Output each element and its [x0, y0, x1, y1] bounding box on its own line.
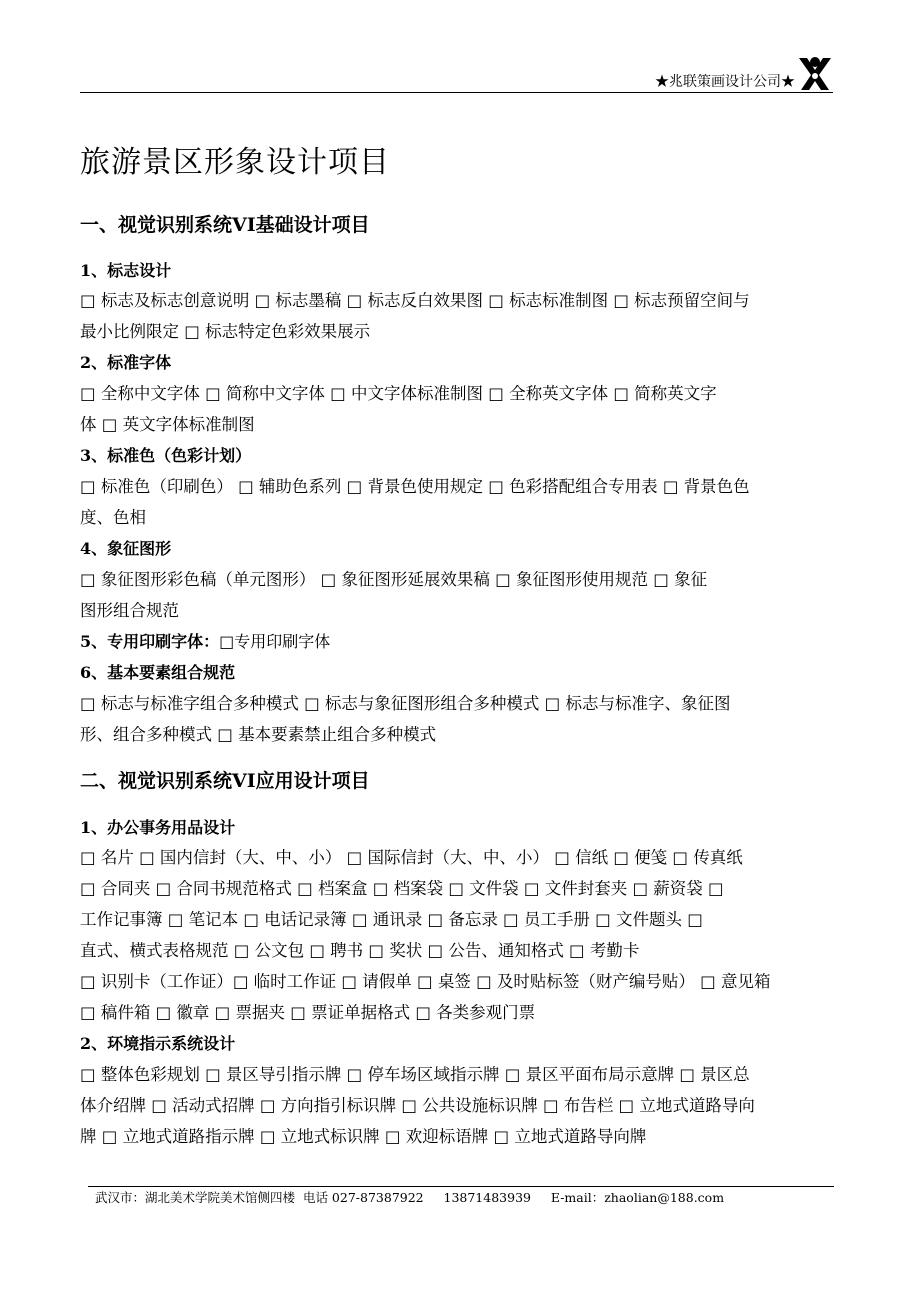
item-line: □ 稿件箱 □ 徽章 □ 票据夹 □ 票证单据格式 □ 各类参观门票	[80, 1003, 536, 1022]
item-heading-standard-color: 3、标准色（色彩计划）	[80, 446, 252, 465]
item-line: □ 标志及标志创意说明 □ 标志墨稿 □ 标志反白效果图 □ 标志标准制图 □ 标志预留空间与	[80, 291, 750, 310]
item-line: □ 名片 □ 国内信封（大、中、小） □ 国际信封（大、中、小） □ 信纸 □ 便笺 □ 传真纸	[80, 848, 743, 867]
item-inline: □专用印刷字体	[219, 632, 331, 651]
item-line: □ 象征图形彩色稿（单元图形） □ 象征图形延展效果稿 □ 象征图形使用规范 □ 象征	[80, 570, 708, 589]
item-line: 工作记事簿 □ 笔记本 □ 电话记录簿 □ 通讯录 □ 备忘录 □ 员工手册 □ 文件题头 □	[80, 910, 703, 929]
document-title: 旅游景区形象设计项目	[80, 145, 390, 180]
item-heading-office-supplies: 1、办公事务用品设计	[80, 818, 236, 837]
item-heading-symbol-graphic: 4、象征图形	[80, 539, 172, 558]
item-line: □ 标准色（印刷色） □ 辅助色系列 □ 背景色使用规定 □ 色彩搭配组合专用表 □ 背景色色	[80, 477, 750, 496]
item-line: □ 全称中文字体 □ 简称中文字体 □ 中文字体标准制图 □ 全称英文字体 □ 简称英文字	[80, 384, 717, 403]
item-line: □ 整体色彩规划 □ 景区导引指示牌 □ 停车场区域指示牌 □ 景区平面布局示意牌 □ 景区总	[80, 1065, 750, 1084]
item-line: 直式、横式表格规范 □ 公文包 □ 聘书 □ 奖状 □ 公告、通知格式 □ 考勤卡	[80, 941, 640, 960]
item-line: 图形组合规范	[80, 601, 179, 620]
section-heading-vi-application: 二、视觉识别系统VI应用设计项目	[80, 770, 370, 792]
item-line: 牌 □ 立地式道路指示牌 □ 立地式标识牌 □ 欢迎标语牌 □ 立地式道路导向牌	[80, 1127, 647, 1146]
footer-contact: 武汉市：湖北美术学院美术馆侧四楼 电话 027-87387922 13871483939 E-mail：zhaolian@188.com	[95, 1190, 725, 1205]
item-line: □ 标志与标准字组合多种模式 □ 标志与象征图形组合多种模式 □ 标志与标准字、象征图	[80, 694, 731, 713]
item-heading-element-combination: 6、基本要素组合规范	[80, 663, 236, 682]
footer-divider	[88, 1186, 834, 1187]
item-heading-print-font	[80, 631, 330, 653]
item-heading-standard-font: 2、标准字体	[80, 353, 172, 372]
section-heading-vi-basic: 一、视觉识别系统VI基础设计项目	[80, 214, 370, 236]
item-heading-logo-design: 1、标志设计	[80, 261, 172, 280]
item-heading-environment-signage: 2、环境指示系统设计	[80, 1034, 236, 1053]
page-header	[80, 66, 833, 93]
item-line: 体 □ 英文字体标准制图	[80, 415, 255, 434]
company-name: ★兆联策画设计公司★	[655, 74, 795, 90]
item-heading-text: 5、专用印刷字体：	[80, 632, 220, 651]
item-line: 最小比例限定 □ 标志特定色彩效果展示	[80, 322, 371, 341]
item-line: □ 合同夹 □ 合同书规范格式 □ 档案盒 □ 档案袋 □ 文件袋 □ 文件封套夹 □ 薪资袋 □	[80, 879, 724, 898]
item-line: 度、色相	[80, 508, 146, 527]
item-line: 体介绍牌 □ 活动式招牌 □ 方向指引标识牌 □ 公共设施标识牌 □ 布告栏 □ 立地式道路导向	[80, 1096, 755, 1115]
company-logo-icon	[797, 56, 833, 92]
item-line: □ 识别卡（工作证）□ 临时工作证 □ 请假单 □ 桌签 □ 及时贴标签（财产编号贴） □ 意见箱	[80, 972, 771, 991]
item-line: 形、组合多种模式 □ 基本要素禁止组合多种模式	[80, 725, 437, 744]
